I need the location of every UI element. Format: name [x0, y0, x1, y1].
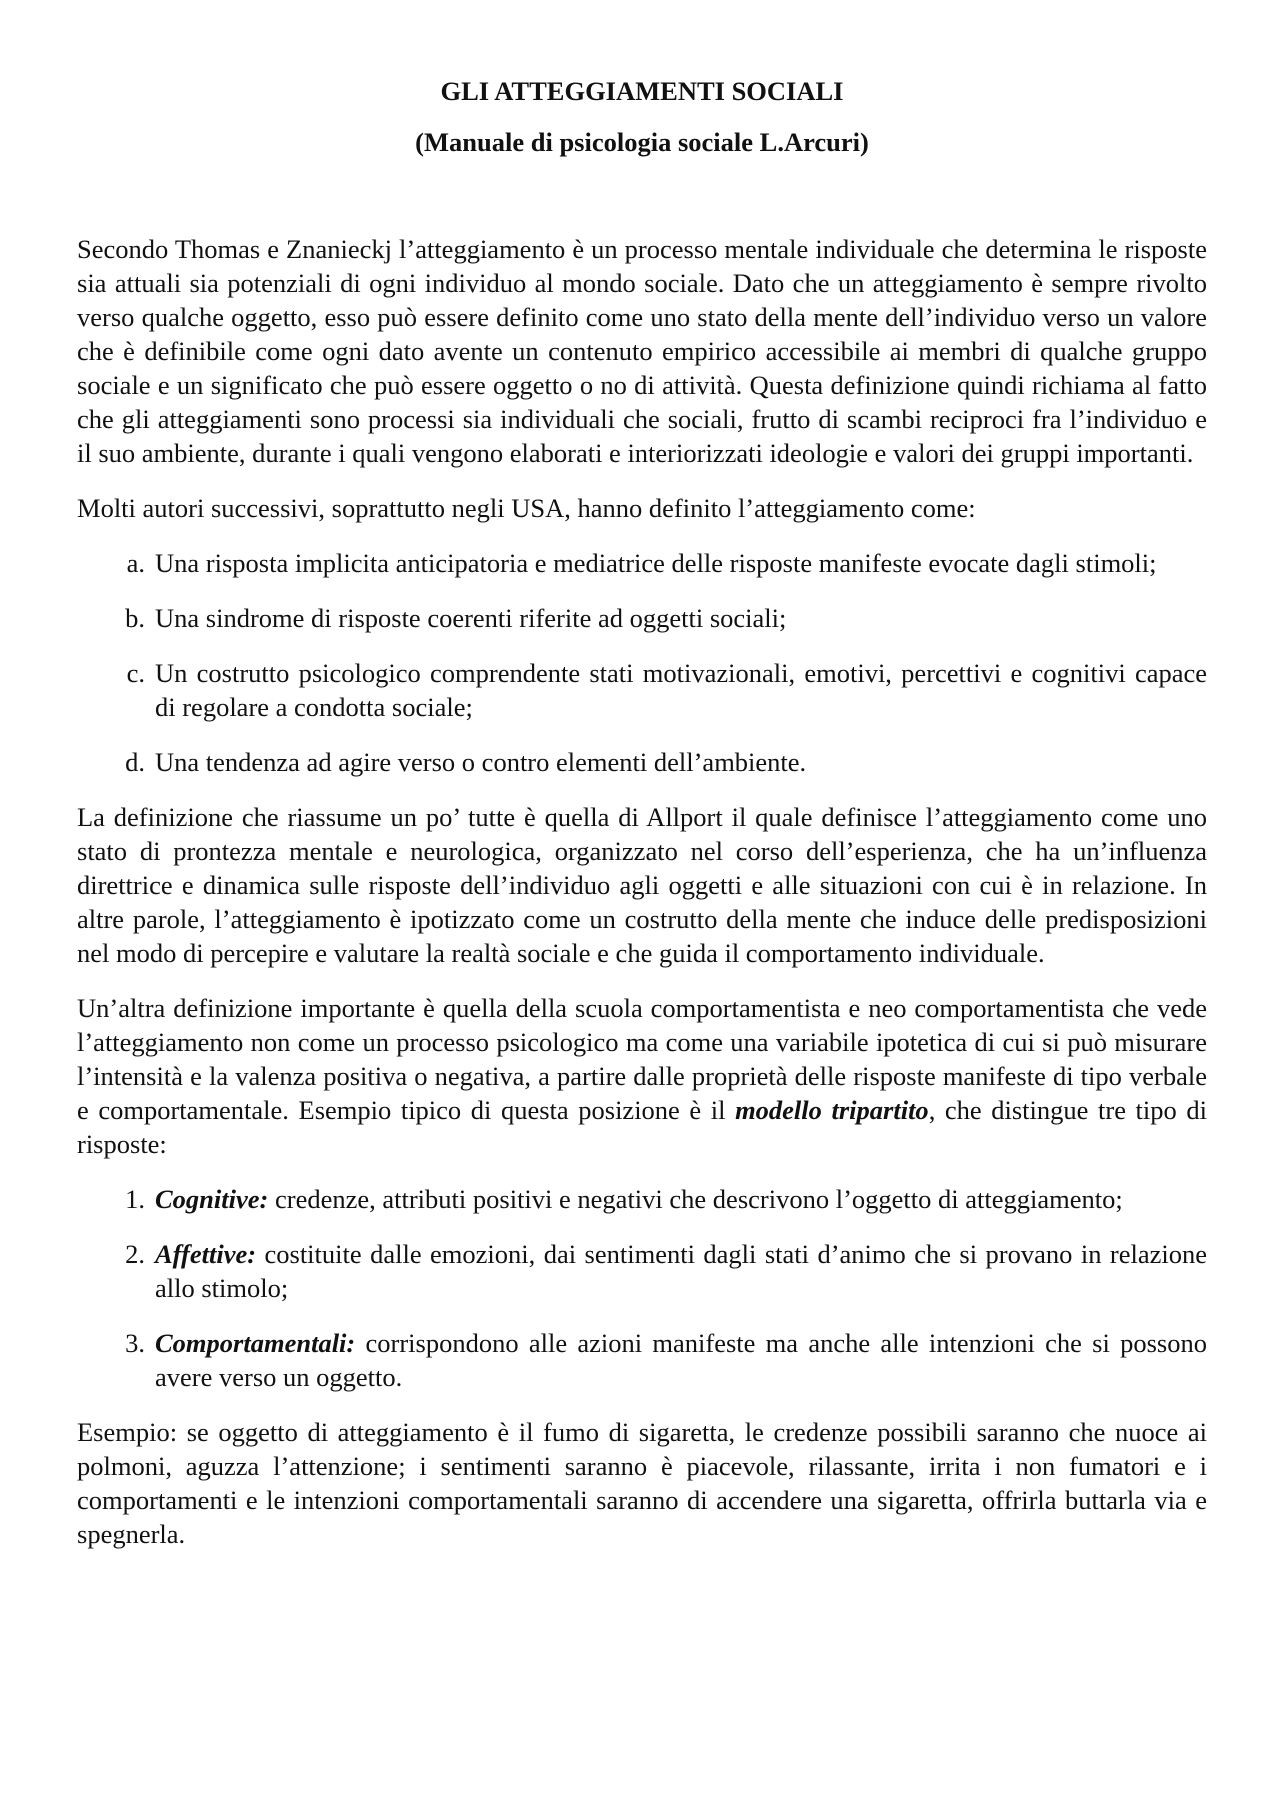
list-item	[77, 1237, 1207, 1305]
emphasis-term: modello tripartito	[735, 1095, 929, 1125]
list-item-text	[155, 1237, 1207, 1305]
paragraph-definition-thomas: Secondo Thomas e Znanieckj l’atteggiamento è un processo mentale individuale che determina le risposte sia attuali sia potenziali di ogni individuo al mondo sociale. Dato che un atteggiamento è sempre rivolto verso qualche oggetto, esso può essere definito come uno stato della mente dell’individuo verso un valore che è definibile come ogni dato avente un contenuto empirico accessibile ai membri di qualche gruppo sociale e un significato che può essere oggetto o no di attività. Questa definizione quindi richiama al fatto che gli atteggiamenti sono processi sia individuali che sociali, frutto di scambi reciproci fra l’individuo e il suo ambiente, durante i quali vengono elaborati e interiorizzati ideologie e valori dei gruppi importanti.	[77, 234, 1207, 468]
list-marker: 2.	[125, 1239, 145, 1269]
paragraph-text: , che distingue tre tipo di risposte:	[77, 1095, 1207, 1159]
list-marker: d.	[125, 747, 145, 777]
list-term: Affettive:	[155, 1239, 257, 1269]
paragraph-behaviorist	[77, 991, 1207, 1161]
document-title: GLI ATTEGGIAMENTI SOCIALI	[440, 76, 844, 106]
list-marker: b.	[125, 603, 145, 633]
list-item	[77, 745, 1207, 779]
paragraph-allport: La definizione che riassume un po’ tutte è quella di Allport il quale definisce l’atteggiamento come uno stato di prontezza mentale e neurologica, organizzato nel corso dell’esperienza, che ha un’influenza direttrice e dinamica sulle risposte dell’individuo agli oggetti e alle situazioni con cui è in relazione. In altre parole, l’atteggiamento è ipotizzato come un costrutto della mente che induce delle predisposizioni nel modo di percepire e valutare la realtà sociale e che guida il comportamento individuale.	[77, 802, 1207, 968]
paragraph-text: Un’altra definizione importante è quella della scuola comportamentista e neo comportamentista che vede l’atteggiamento non come un processo psicologico ma come una variabile ipotetica di cui si può misurare l’intensità e la valenza positiva o negativa, a partire dalle proprietà delle risposte manifeste di tipo verbale e comportamentale. Esempio tipico di questa posizione è il	[77, 993, 1207, 1125]
list-item-text: Una sindrome di risposte coerenti riferite ad oggetti sociali;	[155, 603, 787, 633]
list-item	[77, 601, 1207, 635]
document-page	[77, 74, 1207, 1551]
list-marker: 3.	[125, 1328, 145, 1358]
document-subtitle: (Manuale di psicologia sociale L.Arcuri)	[415, 127, 869, 157]
list-item	[77, 1182, 1207, 1216]
list-item	[77, 1326, 1207, 1394]
list-item-text	[155, 1182, 1207, 1216]
list-marker: a.	[126, 548, 145, 578]
list-term: Cognitive:	[155, 1184, 269, 1214]
list-item-text: Una risposta implicita anticipatoria e mediatrice delle risposte manifeste evocate dagli stimoli;	[155, 548, 1157, 578]
paragraph-example: Esempio: se oggetto di atteggiamento è il fumo di sigaretta, le credenze possibili saranno che nuoce ai polmoni, aguzza l’attenzione; i sentimenti saranno è piacevole, rilassante, irrita i non fumatori e i comportamenti e le intenzioni comportamentali saranno di accendere una sigaretta, offrirla buttarla via e spegnerla.	[77, 1417, 1207, 1549]
list-item-text: Una tendenza ad agire verso o contro elementi dell’ambiente.	[155, 747, 807, 777]
list-item-text	[155, 1326, 1207, 1394]
list-item	[77, 546, 1207, 580]
list-term: Comportamentali:	[155, 1328, 356, 1358]
list-marker: 1.	[125, 1184, 145, 1214]
response-types-list	[77, 1182, 1207, 1394]
definitions-list	[77, 546, 1207, 779]
list-description: costituite dalle emozioni, dai sentimenti dagli stati d’animo che si provano in relazione allo stimolo;	[155, 1239, 1207, 1303]
list-item	[77, 656, 1207, 724]
paragraph-usa-authors: Molti autori successivi, soprattutto negli USA, hanno definito l’atteggiamento come:	[77, 493, 976, 523]
list-description: corrispondono alle azioni manifeste ma anche alle intenzioni che si possono avere verso un oggetto.	[155, 1328, 1207, 1392]
list-description: credenze, attributi positivi e negativi che descrivono l’oggetto di atteggiamento;	[268, 1184, 1123, 1214]
list-item-text: Un costrutto psicologico comprendente stati motivazionali, emotivi, percettivi e cognitivi capace di regolare a condotta sociale;	[155, 658, 1207, 722]
list-marker: c.	[126, 658, 145, 688]
